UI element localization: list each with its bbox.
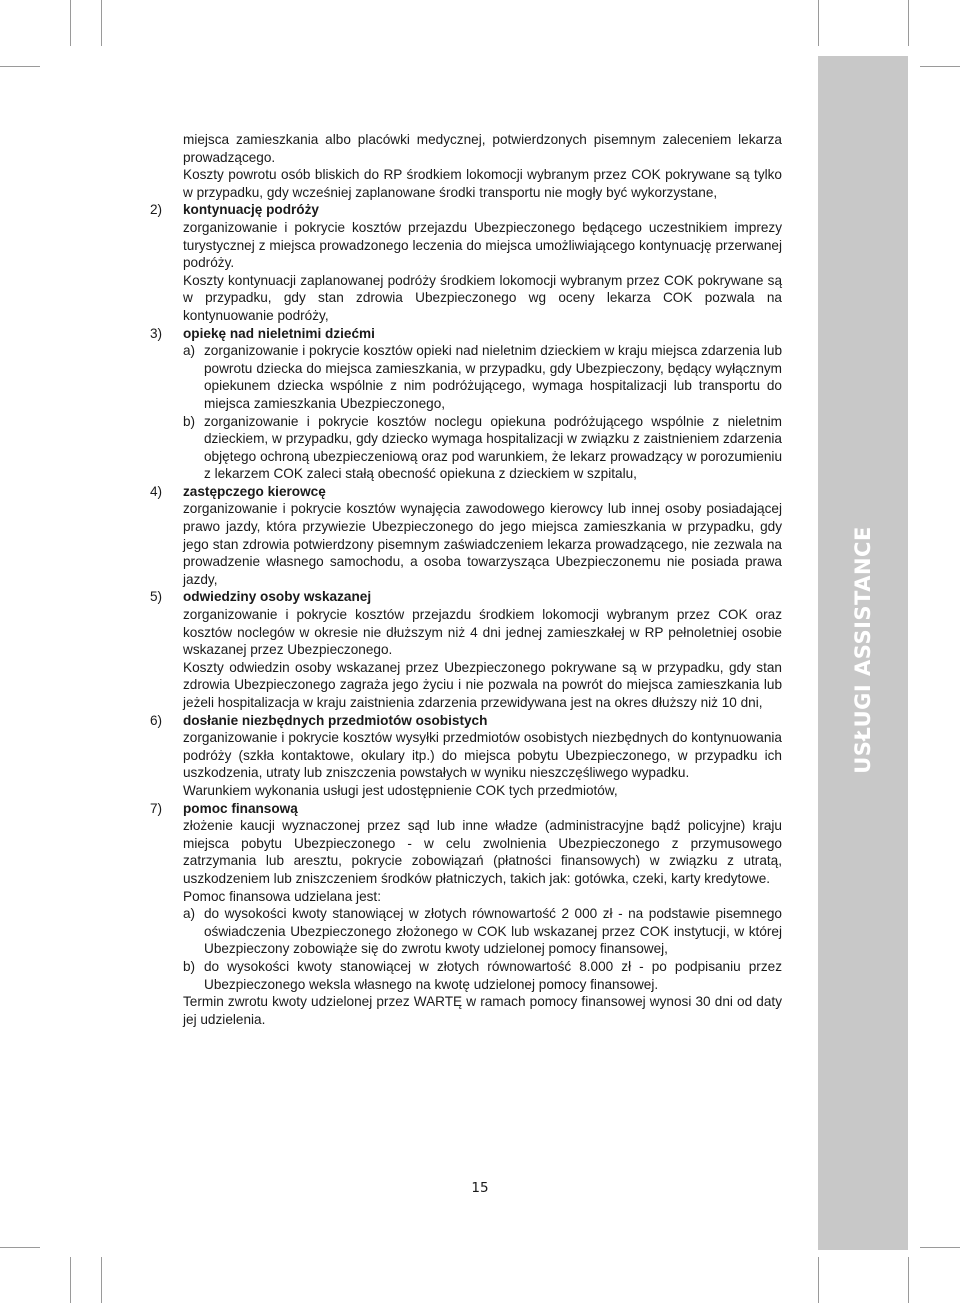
list-item [150,800,782,1029]
sub-item [183,958,782,993]
crop-mark [908,1257,909,1303]
list-item [150,483,782,589]
paragraph: Koszty kontynuacji zaplanowanej podróży środkiem lokomocji wybranym przez COK pokrywane są w przypadku, gdy stan zdrowia Ubezpieczonego wg oceny lekarza COK pozwala na kontynuowanie podróży, [183,272,782,323]
paragraph: złożenie kaucji wyznaczonej przez sąd lub inne władze (administracyjne bądź policyjne) kraju miejsca pobytu Ubezpieczonego - w celu zwolnienia Ubezpieczonego z przymusowego zatrzymania lub aresztu, pokrycie zobowiązań (płatności finansowych) w związku z utratą, uszkodzeniem lub zniszczeniem środków płatniczych, takich jak: gotówka, czeki, karty kredytowe. [183,818,782,886]
item-title: zastępczego kierowcę [183,483,326,499]
list-item [150,712,782,800]
item-number: 5) [150,589,163,605]
sub-item-text: zorganizowanie i pokrycie kosztów noclegu opiekuna podróżującego wspólnie z nieletnim dzieckiem, w przypadku, gdy dziecko wymaga hospitalizacji w związku z zaistnieniem zdarzenia objętego ochroną ubezpieczeniową oraz pod warunkiem, że lekarz prowadzący w porozumieniu z lekarzem COK zaleci stałą obecność opiekuna z dzieckiem w szpitalu, [204,413,782,482]
crop-mark [70,1257,71,1303]
item-number: 2) [150,202,163,218]
crop-mark [70,0,71,46]
paragraph: zorganizowanie i pokrycie kosztów wynajęcia zawodowego kierowcy lub innej osoby posiadającej prawo jazdy, która przywiezie Ubezpieczonego do jego miejsca zamieszkania w przypadku, gdy jego stan zdrowia potwierdzony pisemnym zaświadczeniem lekarza prowadzącego, nie zezwala na prowadzenie własnego samochodu, a osoba towarzysząca Ubezpieczonemu nie posiada prawa jazdy, [183,501,782,587]
sub-item-text: do wysokości kwoty stanowiącej w złotych równowartość 8.000 zł - po podpisaniu przez Ubezpieczonego weksla własnego na kwotę udzielonej pomocy finansowej. [204,958,782,992]
page-number: 15 [471,1180,489,1196]
item-title: kontynuację podróży [183,202,319,218]
document-body [150,131,782,1028]
paragraph: zorganizowanie i pokrycie kosztów przejazdu środkiem lokomocji wybranym przez COK oraz kosztów noclegów w okresie nie dłuższym niż 4 dni jednej zamieszkałej w RP pełnoletniej osobie wskazanej przez Ubezpieczonego. [183,607,782,658]
item-title: pomoc finansową [183,800,298,816]
item-title: odwiedziny osoby wskazanej [183,589,372,605]
sub-item-letter: a) [183,906,196,922]
paragraph: Warunkiem wykonania usługi jest udostępnienie COK tych przedmiotów, [183,782,618,798]
sub-item-text: do wysokości kwoty stanowiącej w złotych równowartość 2 000 zł - na podstawie pisemnego oświadczenia Ubezpieczonego złożonego w COK lub wskazanej przez COK instytucji, w której Ubezpieczony zobowiąże się do zwrotu kwoty udzielonej pomocy finansowej, [204,906,782,957]
sub-item-text: zorganizowanie i pokrycie kosztów opieki nad nieletnim dzieckiem w kraju miejsca zdarzenia lub powrotu dziecka do miejsca zamieszkania, w przypadku, gdy Ubezpieczony, będący wyłącznym opiekunem dziecka wspólnie z nim podróżującego, wymaga hospitalizacji lub transportu do miejsca zamieszkania Ubezpieczonego, [204,343,782,411]
item-number: 6) [150,712,163,728]
crop-mark [920,1247,960,1248]
crop-mark [0,66,40,67]
crop-mark [101,0,102,46]
sub-item [183,342,782,412]
crop-mark [818,0,819,46]
sub-item-letter: a) [183,343,196,359]
sub-item-letter: b) [183,413,196,429]
sub-item [183,413,782,483]
crop-mark [0,1247,40,1248]
paragraph: zorganizowanie i pokrycie kosztów przejazdu Ubezpieczonego będącego uczestnikiem imprezy turystycznej z miejsca prowadzonego leczenia do miejsca umożliwiającego kontynuację przerwanej podróży. [183,219,782,271]
crop-mark [908,0,909,46]
crop-mark [101,1257,102,1303]
item-number: 3) [150,325,163,341]
item-number: 7) [150,800,163,816]
list-item [150,201,782,324]
paragraph: Termin zwrotu kwoty udzielonej przez WARTĘ w ramach pomocy finansowej wynosi 30 dni od daty jej udzielenia. [183,994,782,1027]
list-item [150,588,782,711]
section-side-label: USŁUGI ASSISTANCE [851,526,875,774]
paragraph: Pomoc finansowa udzielana jest: [183,888,381,904]
crop-mark [818,1257,819,1303]
item-title: dosłanie niezbędnych przedmiotów osobistych [183,712,488,728]
paragraph: Koszty odwiedzin osoby wskazanej przez Ubezpieczonego pokrywane są w przypadku, gdy stan zdrowia Ubezpieczonego zagraża jego życiu i nie pozwala na powrót do miejsca zamieszkania lub jeżeli hospitalizacja w kraju zaistnienia zdarzenia przewidywana jest na okres dłuższy niż 10 dni, [183,659,782,710]
item-title: opiekę nad nieletnimi dziećmi [183,325,375,341]
crop-mark [920,66,960,67]
paragraph: miejsca zamieszkania albo placówki medycznej, potwierdzonych pisemnym zaleceniem lekarza prowadzącego. [183,132,782,165]
item-number: 4) [150,483,163,499]
paragraph: Koszty powrotu osób bliskich do RP środkiem lokomocji wybranym przez COK pokrywane są tylko w przypadku, gdy wcześniej zaplanowane środki transportu nie mogły być wykorzystane, [183,167,782,200]
sub-item [183,905,782,958]
paragraph: zorganizowanie i pokrycie kosztów wysyłki przedmiotów osobistych niezbędnych do kontynuowania podróży (szkła kontaktowe, okulary itp.) do miejsca pobytu Ubezpieczonego, w przypadku ich uszkodzenia, utraty lub zniszczenia powstałych w wyniku nieszczęśliwego wypadku. [183,730,782,781]
list-item [150,325,782,483]
sub-item-letter: b) [183,958,196,974]
